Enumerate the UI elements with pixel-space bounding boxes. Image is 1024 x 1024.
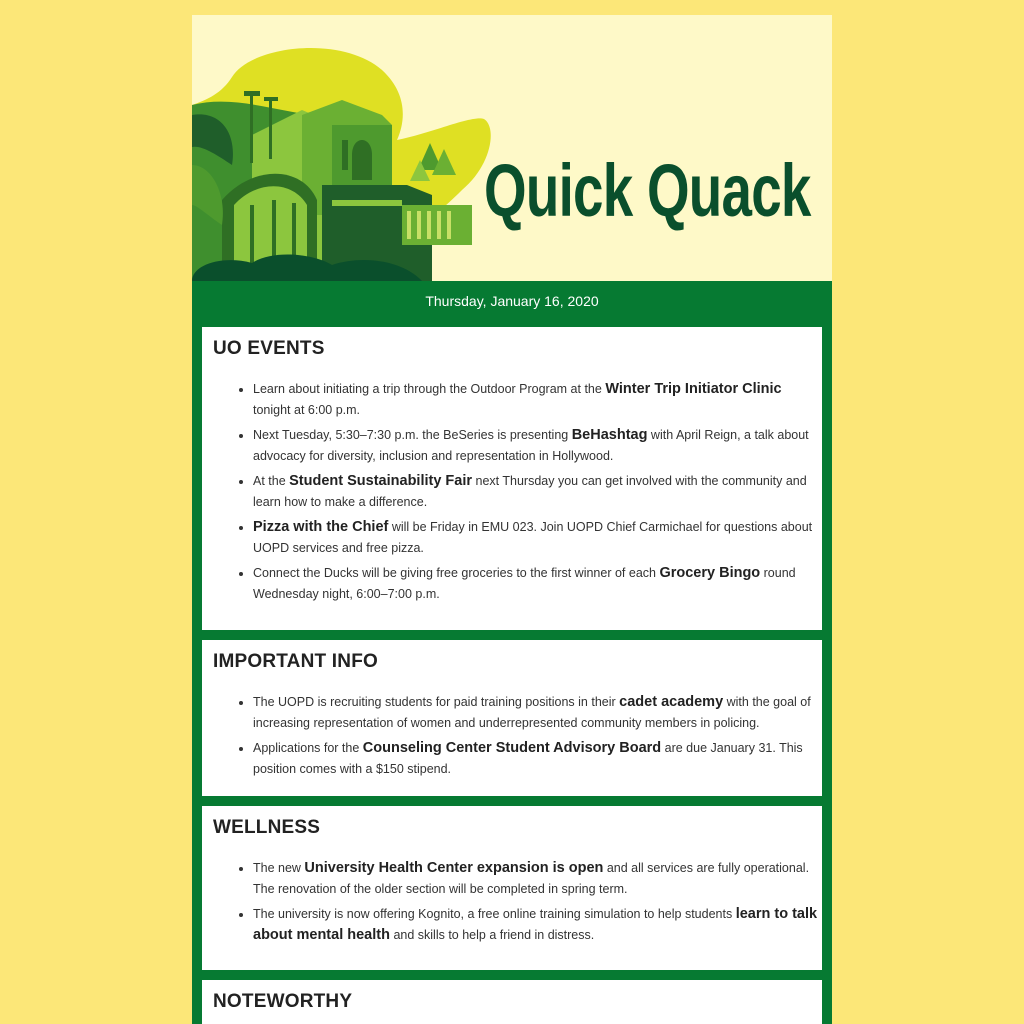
list-item: • The university is now offering Kognito, a free online training simulation to help students learn to talk about mental health and skills to help a friend in distress. <box>253 904 822 946</box>
info-link[interactable]: cadet academy <box>619 694 724 710</box>
newsletter-title: Quick Quack <box>484 149 811 232</box>
issue-date: Thursday, January 16, 2020 <box>425 293 599 309</box>
wellness-link[interactable]: University Health Center expansion is open <box>304 860 604 876</box>
duck-campus-illustration <box>192 15 832 281</box>
list-item: • Learn about initiating a trip through the Outdoor Program at the Winter Trip Initiator Clinic tonight at 6:00 p.m. <box>253 379 822 421</box>
event-link[interactable]: BeHashtag <box>571 427 648 443</box>
list-item: • Connect the Ducks will be giving free groceries to the first winner of each Grocery Bingo round Wednesday night, 6:00–7:00 p.m. <box>253 563 822 605</box>
newsletter <box>192 15 832 1024</box>
section-heading: UO EVENTS <box>213 338 325 359</box>
section-heading: NOTEWORTHY <box>213 991 353 1012</box>
event-link[interactable]: Pizza with the Chief <box>253 519 389 535</box>
event-link[interactable]: Winter Trip Initiator Clinic <box>605 381 782 397</box>
event-link[interactable]: Grocery Bingo <box>659 565 761 581</box>
list-item: • The UOPD is recruiting students for paid training positions in their cadet academy with the goal of increasing representation of women and underrepresented community members in policing. <box>253 692 822 734</box>
section-uo-events <box>202 327 822 630</box>
event-link[interactable]: Student Sustainability Fair <box>289 473 473 489</box>
info-list <box>213 692 822 780</box>
list-item: • Applications for the Counseling Center Student Advisory Board are due January 31. This position comes with a $150 stipend. <box>253 738 822 780</box>
header-banner <box>192 15 832 281</box>
list-item: • Pizza with the Chief will be Friday in EMU 023. Join UOPD Chief Carmichael for questions about UOPD services and free pizza. <box>253 517 822 559</box>
wellness-list <box>213 858 822 946</box>
section-important-info <box>202 640 822 796</box>
section-heading: IMPORTANT INFO <box>213 651 378 672</box>
list-item: • At the Student Sustainability Fair next Thursday you can get involved with the community and learn how to make a difference. <box>253 471 822 513</box>
list-item: • Next Tuesday, 5:30–7:30 p.m. the BeSeries is presenting BeHashtag with April Reign, a talk about advocacy for diversity, inclusion and representation in Hollywood. <box>253 425 822 467</box>
info-link[interactable]: Counseling Center Student Advisory Board <box>362 740 662 756</box>
section-heading: WELLNESS <box>213 817 321 838</box>
list-item: • The new University Health Center expansion is open and all services are fully operational. The renovation of the older section will be completed in spring term. <box>253 858 822 900</box>
section-wellness <box>202 806 822 970</box>
event-list <box>213 379 822 605</box>
wellness-link[interactable]: learn to talk about mental health <box>253 906 818 943</box>
section-noteworthy <box>202 980 822 1024</box>
